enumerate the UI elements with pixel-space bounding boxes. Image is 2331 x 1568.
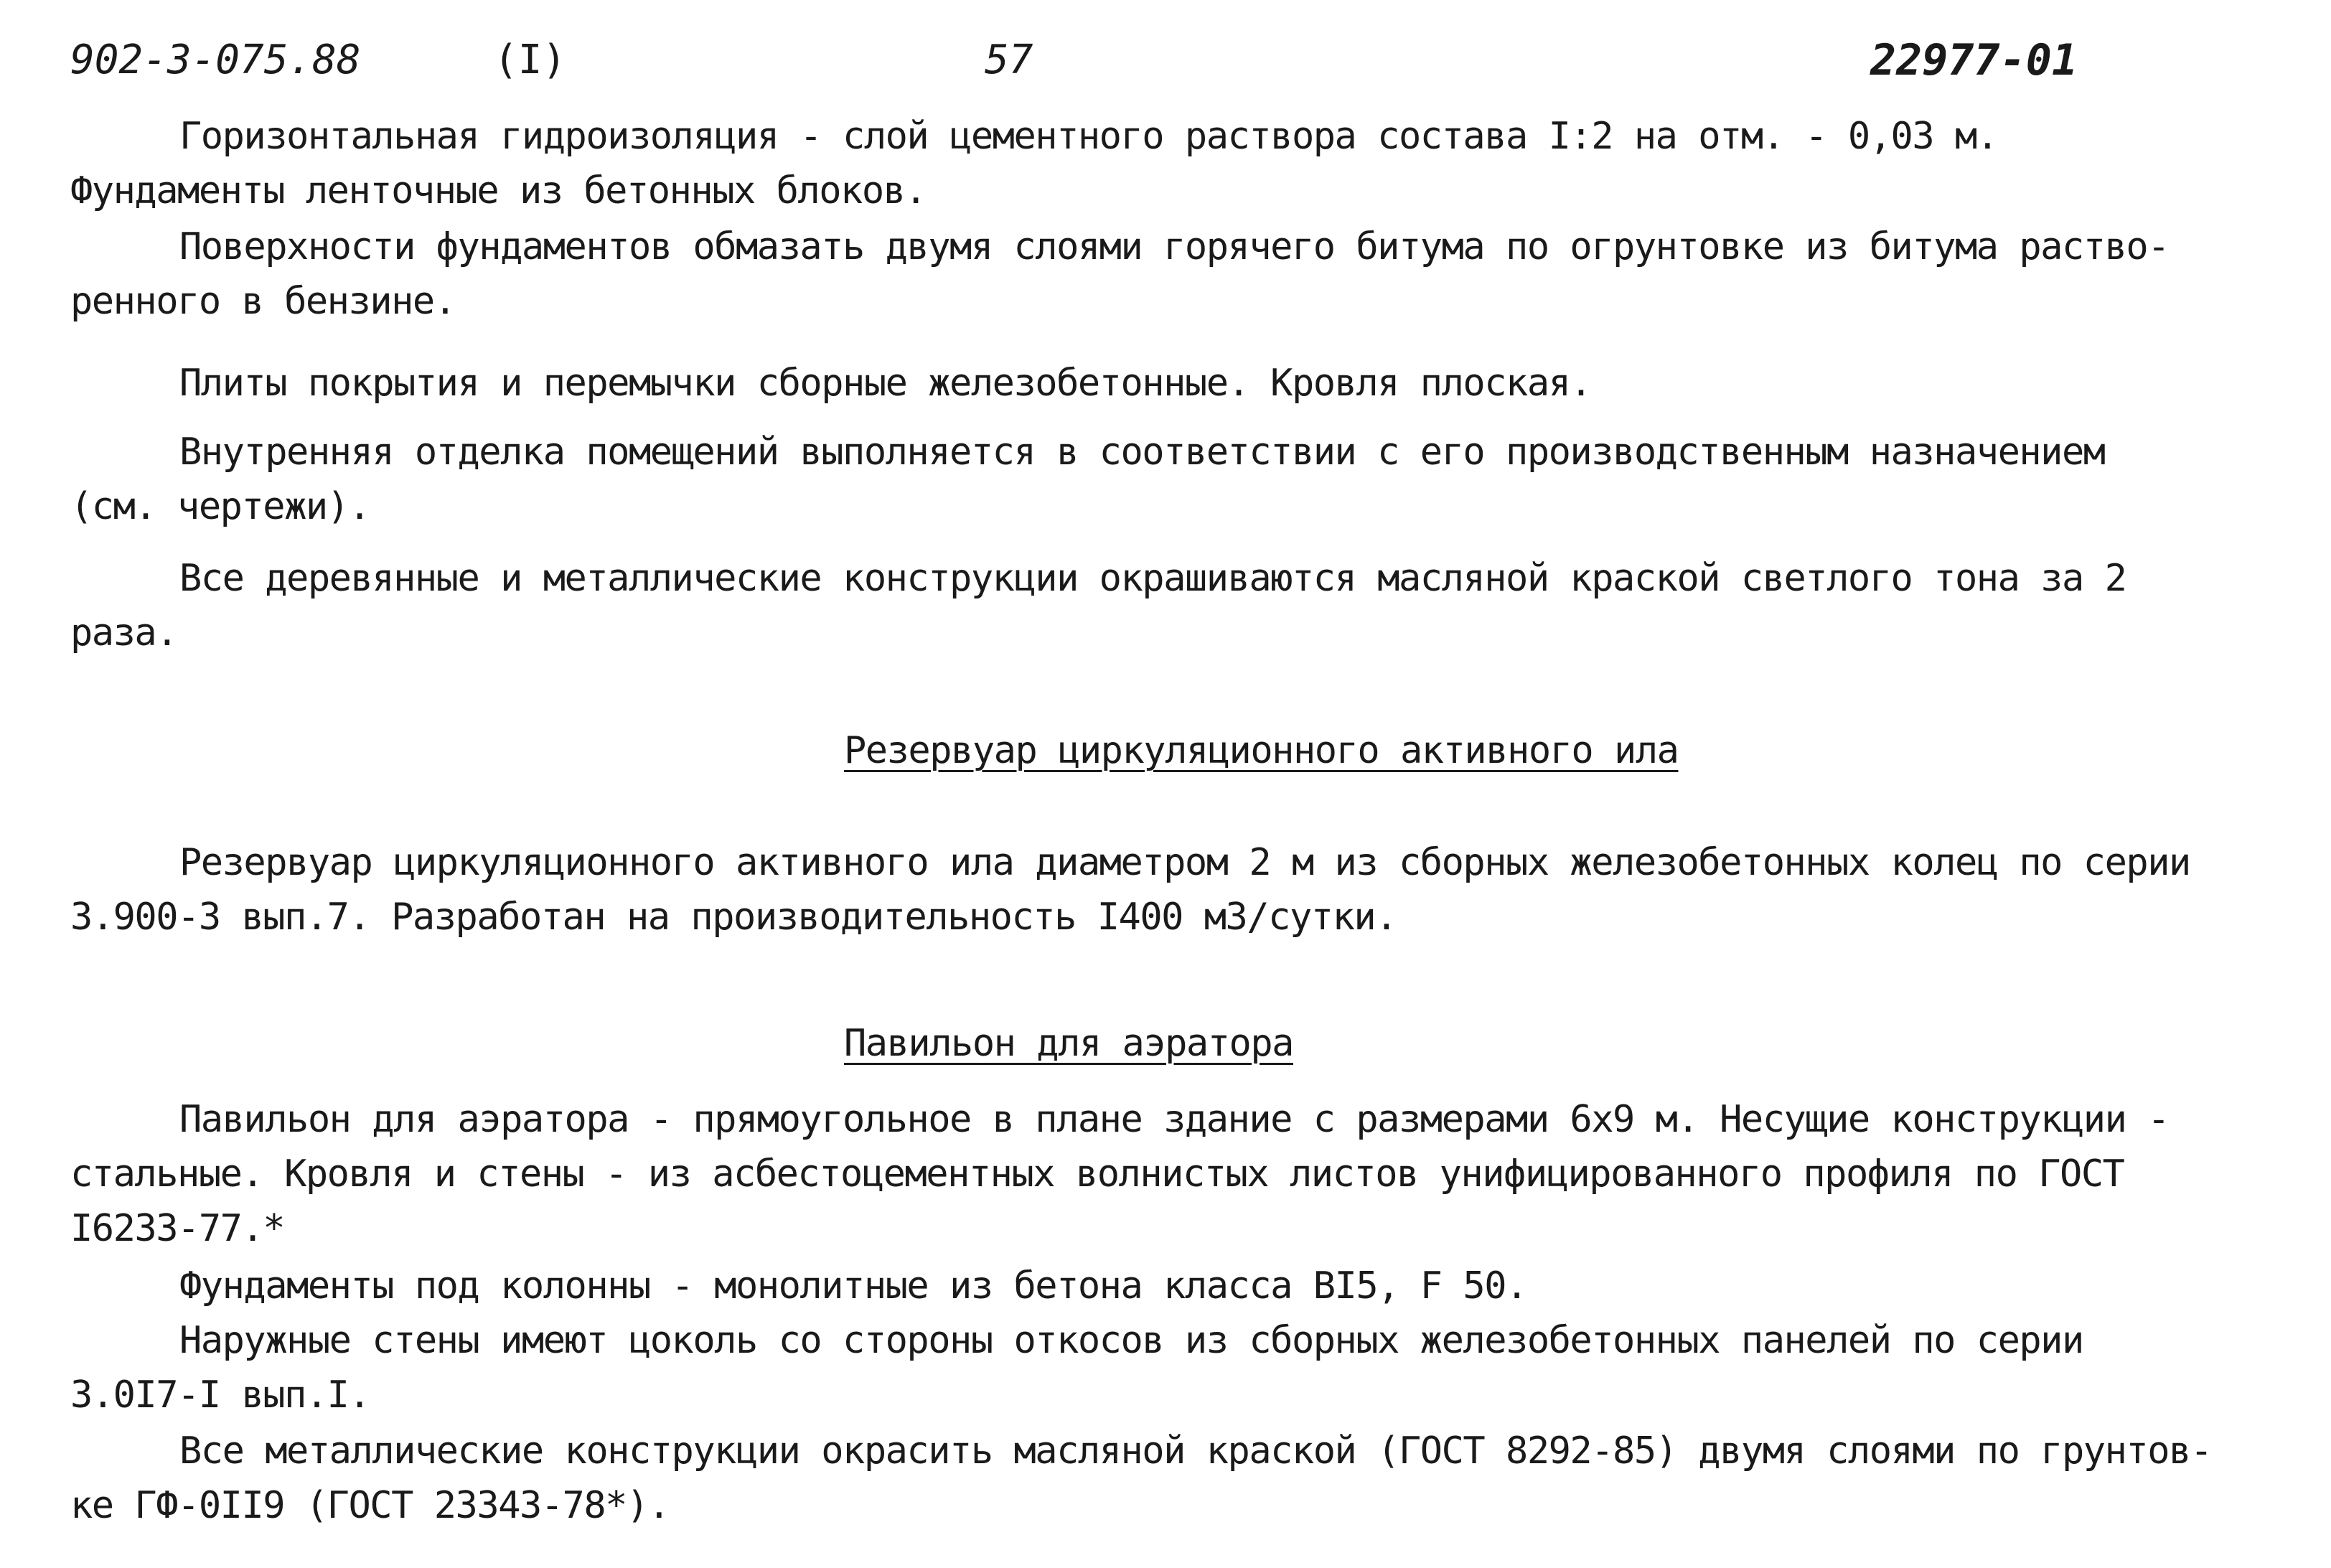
paragraph-foundation-coating (70, 220, 2266, 329)
paragraph-line: стальные. Кровля и стены - из асбестоцементных волнистых листов унифицированного профиля по ГОСТ (70, 1152, 2124, 1196)
part-number: (I) (494, 37, 567, 83)
paragraph-pavilion (70, 1092, 2266, 1256)
paragraph-line: Все деревянные и металлические конструкции окрашиваются масляной краской светлого тона за 2 (179, 557, 2126, 600)
paragraph-line: Павильон для аэратора - прямоугольное в плане здание с размерами 6x9 м. Несущие конструкции - (179, 1098, 2170, 1141)
paragraph-line: Горизонтальная гидроизоляция - слой цементного раствора состава I:2 на отм. - 0,03 м. (179, 115, 1998, 158)
paragraph-line: ренного в бензине. (70, 280, 456, 323)
paragraph-line: 3.900-3 вып.7. Разработан на производительность I400 м3/сутки. (70, 896, 1397, 939)
page-number: 57 (985, 37, 1033, 83)
paragraph-line: Фундаменты ленточные из бетонных блоков. (70, 169, 927, 212)
paragraph-line: Резервуар циркуляционного активного ила диаметром 2 м из сборных железобетонных колец по серии (179, 841, 2190, 884)
paragraph-painting (70, 551, 2266, 660)
paragraph-line: Внутренняя отделка помещений выполняется в соответствии с его производственным назначением (179, 431, 2105, 474)
paragraph-column-foundations (70, 1259, 2266, 1313)
paragraph-line: I6233-77.* (70, 1207, 285, 1250)
paragraph-line: Наружные стены имеют цоколь со стороны откосов из сборных железобетонных панелей по серии (179, 1319, 2083, 1362)
paragraph-line: 3.0I7-I вып.I. (70, 1374, 370, 1417)
paragraph-line: Плиты покрытия и перемычки сборные железобетонные. Кровля плоская. (179, 362, 1592, 405)
paragraph-reservoir (70, 835, 2266, 944)
paragraph-line: Фундаменты под колонны - монолитные из бетона класса BI5, F 50. (179, 1264, 1527, 1308)
paragraph-waterproofing (70, 109, 2266, 218)
paragraph-line: Поверхности фундаментов обмазать двумя слоями горячего битума по огрунтовке из битума раство- (179, 225, 2170, 268)
paragraph-roof-slabs (70, 356, 2266, 410)
paragraph-line: раза. (70, 611, 178, 654)
sheet-number: 22977-01 (1870, 35, 2078, 85)
paragraph-line: Все металлические конструкции окрасить масляной краской (ГОСТ 8292-85) двумя слоями по грунтов- (179, 1429, 2212, 1473)
paragraph-interior-finish (70, 425, 2266, 534)
section-heading-reservoir: Резервуар циркуляционного активного ила (844, 729, 1679, 772)
document-code: 902-3-075.88 (70, 37, 361, 83)
paragraph-line: ке ГФ-0II9 (ГОСТ 23343-78*). (70, 1484, 670, 1527)
section-heading-pavilion: Павильон для аэратора (844, 1022, 1293, 1065)
paragraph-metal-painting (70, 1424, 2266, 1533)
paragraph-line: (см. чертежи). (70, 485, 370, 528)
paragraph-exterior-walls (70, 1313, 2266, 1422)
